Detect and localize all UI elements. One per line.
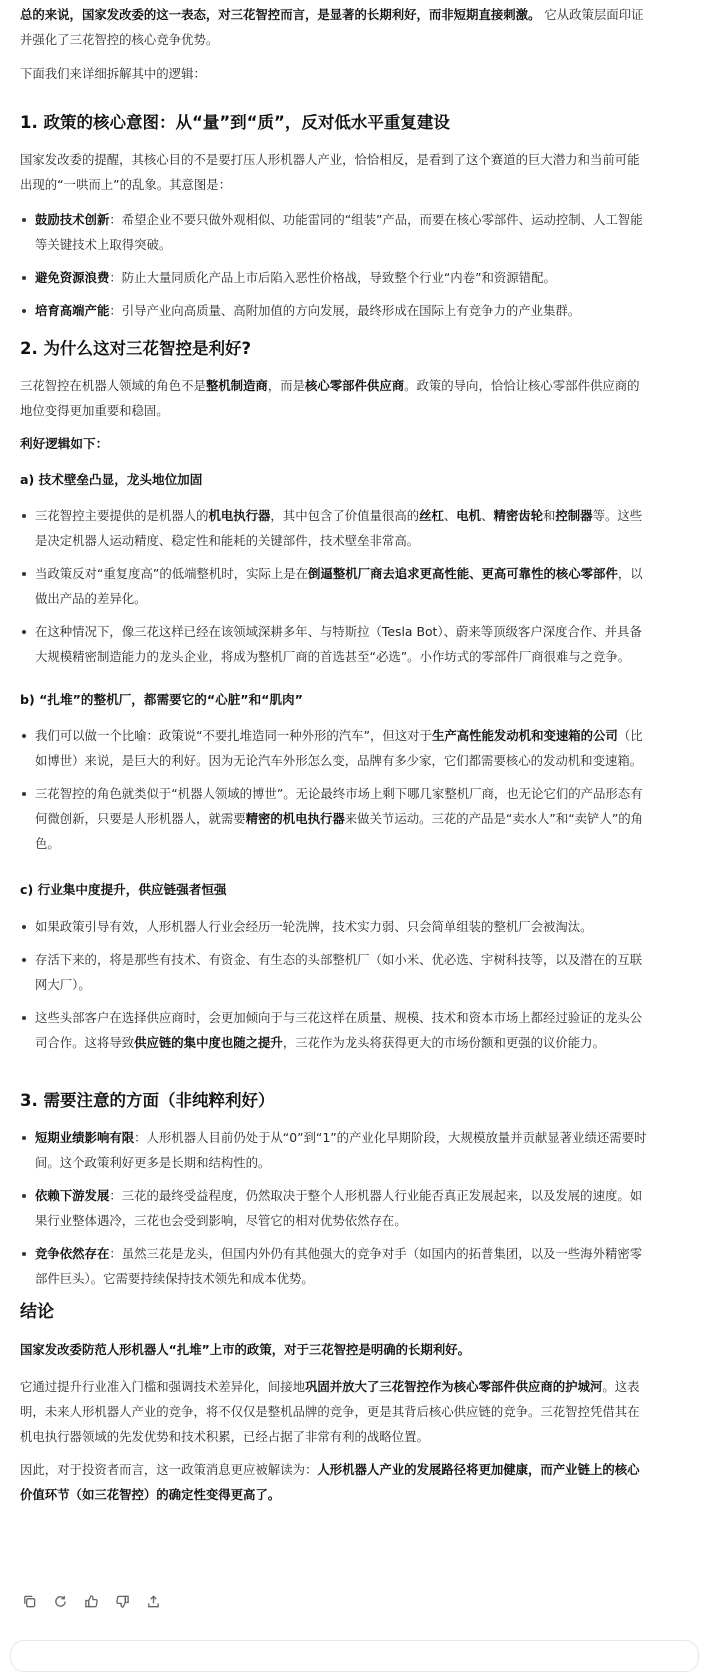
thumbs-up-icon[interactable] [82, 1592, 100, 1610]
list-item: 在这种情况下，像三花这样已经在该领域深耕多年、与特斯拉（Tesla Bot）、蔚来等顶级客户深度合作、并具备大规模精密制造能力的龙头企业，将成为整机厂商的首选甚至“必选”。小作坊式的零部件厂商很难与之竞争。 [20, 619, 647, 669]
list-item: 避免资源浪费：防止大量同质化产品上市后陷入恶性价格战，导致整个行业“内卷”和资源错配。 [20, 265, 647, 290]
list-item: 三花智控主要提供的是机器人的机电执行器，其中包含了价值量很高的丝杠、电机、精密齿轮和控制器等。这些是决定机器人运动精度、稳定性和能耗的关键部件，技术壁垒非常高。 [20, 503, 647, 553]
section-2-paragraph: 三花智控在机器人领域的角色不是整机制造商，而是核心零部件供应商。政策的导向，恰恰让核心零部件供应商的地位变得更加重要和稳固。 [20, 378, 640, 418]
section-2-title: 2. 为什么这对三花智控是利好? [20, 339, 252, 358]
intro-paragraph [20, 2, 647, 52]
conclusion-paragraph-1: 国家发改委防范人形机器人“扎堆”上市的政策，对于三花智控是明确的长期利好。 [20, 1342, 470, 1357]
list-item: 这些头部客户在选择供应商时，会更加倾向于与三花这样在质量、规模、技术和资本市场上都经过验证的龙头公司合作。这将导致供应链的集中度也随之提升，三花作为龙头将获得更大的市场份额和更强的议价能力。 [20, 1005, 647, 1055]
chat-input-box[interactable] [10, 1640, 699, 1672]
section-1-list [20, 207, 647, 323]
thumbs-down-icon[interactable] [113, 1592, 131, 1610]
list-item: 如果政策引导有效，人形机器人行业会经历一轮洗牌，技术实力弱、只会简单组装的整机厂会被淘汰。 [20, 914, 647, 939]
lead-paragraph: 下面我们来详细拆解其中的逻辑： [20, 66, 206, 81]
section-1-paragraph: 国家发改委的提醒，其核心目的不是要打压人形机器人产业，恰恰相反，是看到了这个赛道的巨大潜力和当前可能出现的“一哄而上”的乱象。其意图是： [20, 152, 640, 192]
section-1-title: 1. 政策的核心意图：从“量”到“质”，反对低水平重复建设 [20, 113, 450, 132]
share-icon[interactable] [144, 1592, 162, 1610]
list-item: 我们可以做一个比喻：政策说“不要扎堆造同一种外形的汽车”，但这对于生产高性能发动机和变速箱的公司（比如博世）来说，是巨大的利好。因为无论汽车外形怎么变，品牌有多少家，它们都需要核心的发动机和变速箱。 [20, 723, 647, 773]
refresh-icon[interactable] [51, 1592, 69, 1610]
list-item: 三花智控的角色就类似于“机器人领域的博世”。无论最终市场上剩下哪几家整机厂商，也无论它们的产品形态有何微创新，只要是人形机器人，就需要精密的机电执行器来做关节运动。三花的产品是“卖水人”和“卖铲人”的角色。 [20, 781, 647, 856]
list-item: 短期业绩影响有限：人形机器人目前仍处于从“0”到“1”的产业化早期阶段，大规模放量并贡献显著业绩还需要时间。这个政策利好更多是长期和结构性的。 [20, 1125, 647, 1175]
subsection-c-title: c) 行业集中度提升，供应链强者恒强 [20, 882, 227, 897]
list-item: 当政策反对“重复度高”的低端整机时，实际上是在倒逼整机厂商去追求更高性能、更高可靠性的核心零部件，以做出产品的差异化。 [20, 561, 647, 611]
list-item: 培育高端产能：引导产业向高质量、高附加值的方向发展，最终形成在国际上有竞争力的产业集群。 [20, 298, 647, 323]
conclusion-paragraph-3: 因此，对于投资者而言，这一政策消息更应被解读为：人形机器人产业的发展路径将更加健康，而产业链上的核心价值环节（如三花智控）的确定性变得更高了。 [20, 1462, 640, 1502]
section-3-list [20, 1125, 647, 1291]
subsection-a-title: a) 技术壁垒凸显，龙头地位加固 [20, 472, 203, 487]
list-item: 依赖下游发展：三花的最终受益程度，仍然取决于整个人形机器人行业能否真正发展起来，以及发展的速度。如果行业整体遇冷，三花也会受到影响，尽管它的相对优势依然存在。 [20, 1183, 647, 1233]
subsection-b-title: b) “扎堆”的整机厂，都需要它的“心脏”和“肌肉” [20, 692, 303, 707]
conclusion-paragraph-2: 它通过提升行业准入门槛和强调技术差异化，间接地巩固并放大了三花智控作为核心零部件供应商的护城河。这表明，未来人形机器人产业的竞争，将不仅仅是整机品牌的竞争，更是其背后核心供应链的竞争。三花智控凭借其在机电执行器领域的先发优势和技术积累，已经占据了非常有利的战略位置。 [20, 1379, 640, 1444]
intro-rest: 它从政策层面印证并强化了三花智控的核心竞争优势。 [20, 7, 644, 47]
conclusion-title: 结论 [20, 1302, 54, 1322]
list-item: 竞争依然存在：虽然三花是龙头，但国内外仍有其他强大的竞争对手（如国内的拓普集团，以及一些海外精密零部件巨头）。它需要持续保持技术领先和成本优势。 [20, 1241, 647, 1291]
section-3-title: 3. 需要注意的方面（非纯粹利好） [20, 1091, 275, 1110]
subsection-c-list [20, 914, 647, 1055]
logic-title: 利好逻辑如下： [20, 436, 109, 451]
copy-icon[interactable] [20, 1592, 38, 1610]
intro-bold: 总的来说，国家发改委的这一表态，对三花智控而言，是显著的长期利好，而非短期直接刺激。 [20, 7, 541, 22]
subsection-a-list [20, 503, 647, 669]
list-item: 存活下来的，将是那些有技术、有资金、有生态的头部整机厂（如小米、优必选、宇树科技等，以及潜在的互联网大厂）。 [20, 947, 647, 997]
message-action-toolbar [20, 1592, 162, 1610]
subsection-b-list [20, 723, 647, 856]
list-item: 鼓励技术创新：希望企业不要只做外观相似、功能雷同的“组装”产品，而要在核心零部件、运动控制、人工智能等关键技术上取得突破。 [20, 207, 647, 257]
